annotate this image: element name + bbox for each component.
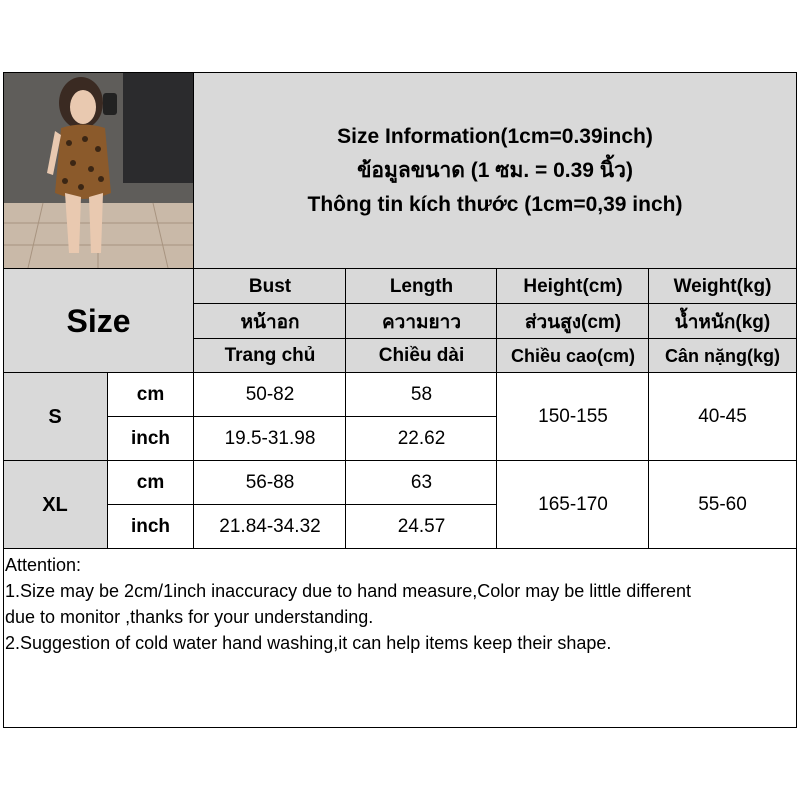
notes-heading: Attention: <box>5 555 82 575</box>
column-header-weight-th: น้ำหนัก(kg) <box>674 311 771 333</box>
notes-line-2: due to monitor ,thanks for your understanding. <box>5 607 374 627</box>
column-header-bust-en: Bust <box>248 275 292 297</box>
title-vi: Thông tin kích thước (1cm=0,39 inch) <box>307 193 683 216</box>
length-inch-s: 22.62 <box>397 428 446 449</box>
unit-cm-s: cm <box>136 384 165 405</box>
bust-inch-s: 19.5-31.98 <box>224 428 316 449</box>
length-inch-xl: 24.57 <box>397 516 446 537</box>
column-header-length-en: Length <box>389 275 454 297</box>
column-header-bust-vi: Trang chủ <box>224 345 316 366</box>
size-label-xl: XL <box>42 493 68 516</box>
title-en: Size Information(1cm=0.39inch) <box>337 125 653 148</box>
title-block <box>194 120 796 222</box>
notes-line-3: 2.Suggestion of cold water hand washing,it can help items keep their shape. <box>5 633 612 653</box>
column-header-height-en: Height(cm) <box>523 275 623 297</box>
column-header-bust-th: หน้าอก <box>240 311 300 333</box>
length-cm-s: 58 <box>410 384 433 405</box>
weight-s: 40-45 <box>698 406 747 427</box>
product-photo <box>3 73 193 268</box>
size-header: Size <box>66 302 131 339</box>
weight-xl: 55-60 <box>698 494 747 515</box>
unit-inch-s: inch <box>130 428 171 449</box>
height-s: 150-155 <box>538 406 608 427</box>
height-xl: 165-170 <box>538 494 608 515</box>
column-header-length-vi: Chiều dài <box>378 345 465 366</box>
bust-cm-xl: 56-88 <box>245 472 295 493</box>
column-header-weight-vi: Cân nặng(kg) <box>665 345 780 366</box>
title-th: ข้อมูลขนาด (1 ซม. = 0.39 นิ้ว) <box>357 159 633 182</box>
unit-cm-xl: cm <box>136 472 165 493</box>
column-header-height-vi: Chiều cao(cm) <box>510 345 636 366</box>
column-header-height-th: ส่วนสูง(cm) <box>524 311 622 333</box>
bust-cm-s: 50-82 <box>245 384 295 405</box>
attention-notes <box>5 552 795 656</box>
notes-line-1: 1.Size may be 2cm/1inch inaccuracy due to hand measure,Color may be little different <box>5 581 692 601</box>
size-label-s: S <box>48 405 62 428</box>
column-header-weight-en: Weight(kg) <box>673 275 772 297</box>
bust-inch-xl: 21.84-34.32 <box>219 516 321 537</box>
column-header-length-th: ความยาว <box>381 311 462 333</box>
unit-inch-xl: inch <box>130 516 171 537</box>
length-cm-xl: 63 <box>410 472 433 493</box>
